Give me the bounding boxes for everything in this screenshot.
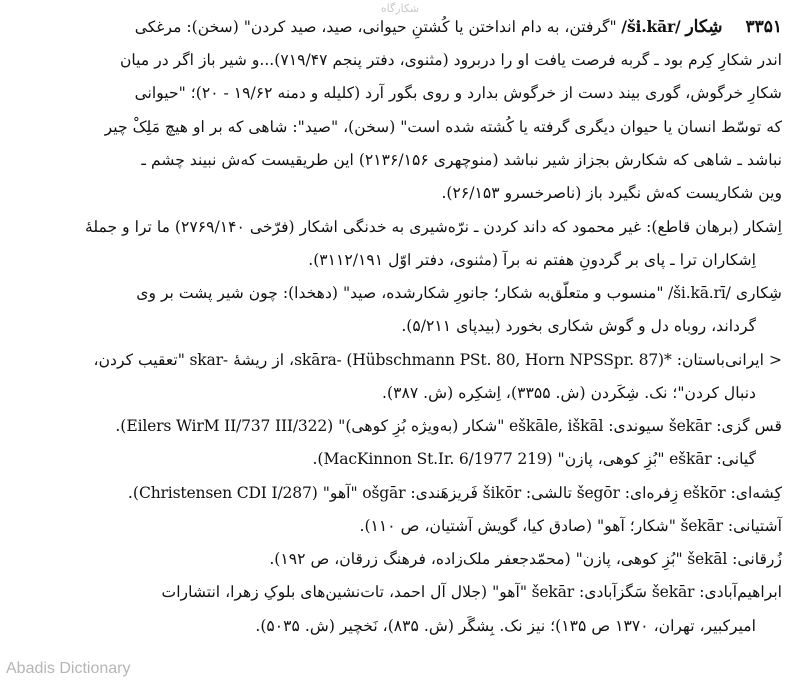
text-line: اِشکار (برهان قاطع): غیر محمود که داند کردن ـ نرّه‌شیری به خدنگی اشکار (فرّخی ۲۷۶۹/۱۴۰) ما ترا و جملهٔ xyxy=(85,218,782,236)
text-line: < ایرانی‌باستان: *skāra- (Hübschmann PSt. 80, Horn NPSSpr. 87)، از ریشهٔ -skar "تعقیب کردن، xyxy=(93,351,782,369)
text-line: آشتیانی: šekār "شکار؛ آهو" (صادق کیا، گویش آشتیان، ص ۱۱۰). xyxy=(359,517,782,535)
text-line: کِشه‌ای: eškōr زِفره‌ای: šegōr تالشی: šikōr فَریزهَندی: ošgār "آهو" (Christensen CDI I/287). xyxy=(127,484,782,502)
text-line: گیانی: eškār "بُزِ کوهی، پازن" (MacKinnon St.Ir. 6/1977 219). xyxy=(312,450,756,468)
text-line: که توسّط انسان یا حیوان دیگری گرفته یا کُشته شده است" (سخن)، "صید": شاهی که بر او هیچ مَلِکْ چیر xyxy=(104,118,782,136)
text-line: گرداند، روباه دل و گوش شکاری بخورد (بیدپای ۵/۲۱۱). xyxy=(401,317,756,335)
watermark-bottom: Abadis Dictionary xyxy=(6,660,131,677)
entry-number: ۳۳۵۱ xyxy=(745,17,782,37)
watermark-top: شکارگاه xyxy=(380,2,420,15)
entry-header-line xyxy=(22,17,782,37)
text-line: شِکاری /ši.kā.rī/ "منسوب و متعلّق‌به شکار؛ جانورِ شکارشده، صید" (دهخدا): چون شیر پشت بر وی xyxy=(136,284,782,302)
text-line: اندر شکارِ کِرم بود ـ گربه فرصت یافت او را دربرود (مثنوی، دفتر پنجم ۷۱۹/۴۷)...و شیر باز اگر در میان xyxy=(119,51,782,69)
entry-headword: شِکار xyxy=(685,17,723,37)
text-line: شکارِ خرگوش، گوری بیند دست از خرگوش بدارد و روی بگور آرد (کلیله و دمنه ۱۹/۶۲ - ۲۰)؛ "حیوانی xyxy=(134,84,782,102)
text-line: اِشکاران ترا ـ پای بر گردونِ هفتم نه برآ (مثنوی، دفتر اوّل ۳۱۱۲/۱۹۱). xyxy=(308,251,756,269)
text-line: امیرکبیر، تهران، ۱۳۷۰ ص ۱۳۵)؛ نیز نک. بِشگَر (ش. ۸۳۵)، نَخچیر (ش. ۵۰۳۵). xyxy=(255,617,756,635)
text-line: قس گزی: šekār سیوندی: eškāle, iškāl "شکار (به‌ویژه بُزِ کوهی)" (Eilers WirM II/737 III/322). xyxy=(115,417,782,435)
text-line: زُرقانی: šekāl "بُزِ کوهی، پازن" (محمّدجعفر ملک‌زاده، فرهنگ زرقان، ص ۱۹۲). xyxy=(269,550,782,568)
text-line: نباشد ـ شاهی که شکارش بجزاز شیر نباشد (منوچهری ۲۱۳۶/۱۵۶) این طریقیست که‌ش نبیند چشم ـ xyxy=(141,151,782,169)
text-line: ابراهیم‌آبادی: šekār سَگزآبادی: šekār "آهو" (جلال آل احمد، تات‌نشین‌های بلوکِ زهرا، انتشارات xyxy=(161,583,782,601)
text-line: "گرفتن، به دام انداختن یا کُشتنِ حیوانی، صید، صید کردن" (سخن): مرغکی xyxy=(134,18,617,36)
text-line: دنبال کردن"؛ نک. شِکَردن (ش. ۳۳۵۵)، اِشکِره (ش. ۳۸۷). xyxy=(382,384,756,402)
entry-transliteration: /ši.kār/ xyxy=(621,17,681,36)
text-line: وین شکاریست که‌ش نگیرد باز (ناصرخسرو ۲۶/۱۵۳). xyxy=(441,184,782,202)
